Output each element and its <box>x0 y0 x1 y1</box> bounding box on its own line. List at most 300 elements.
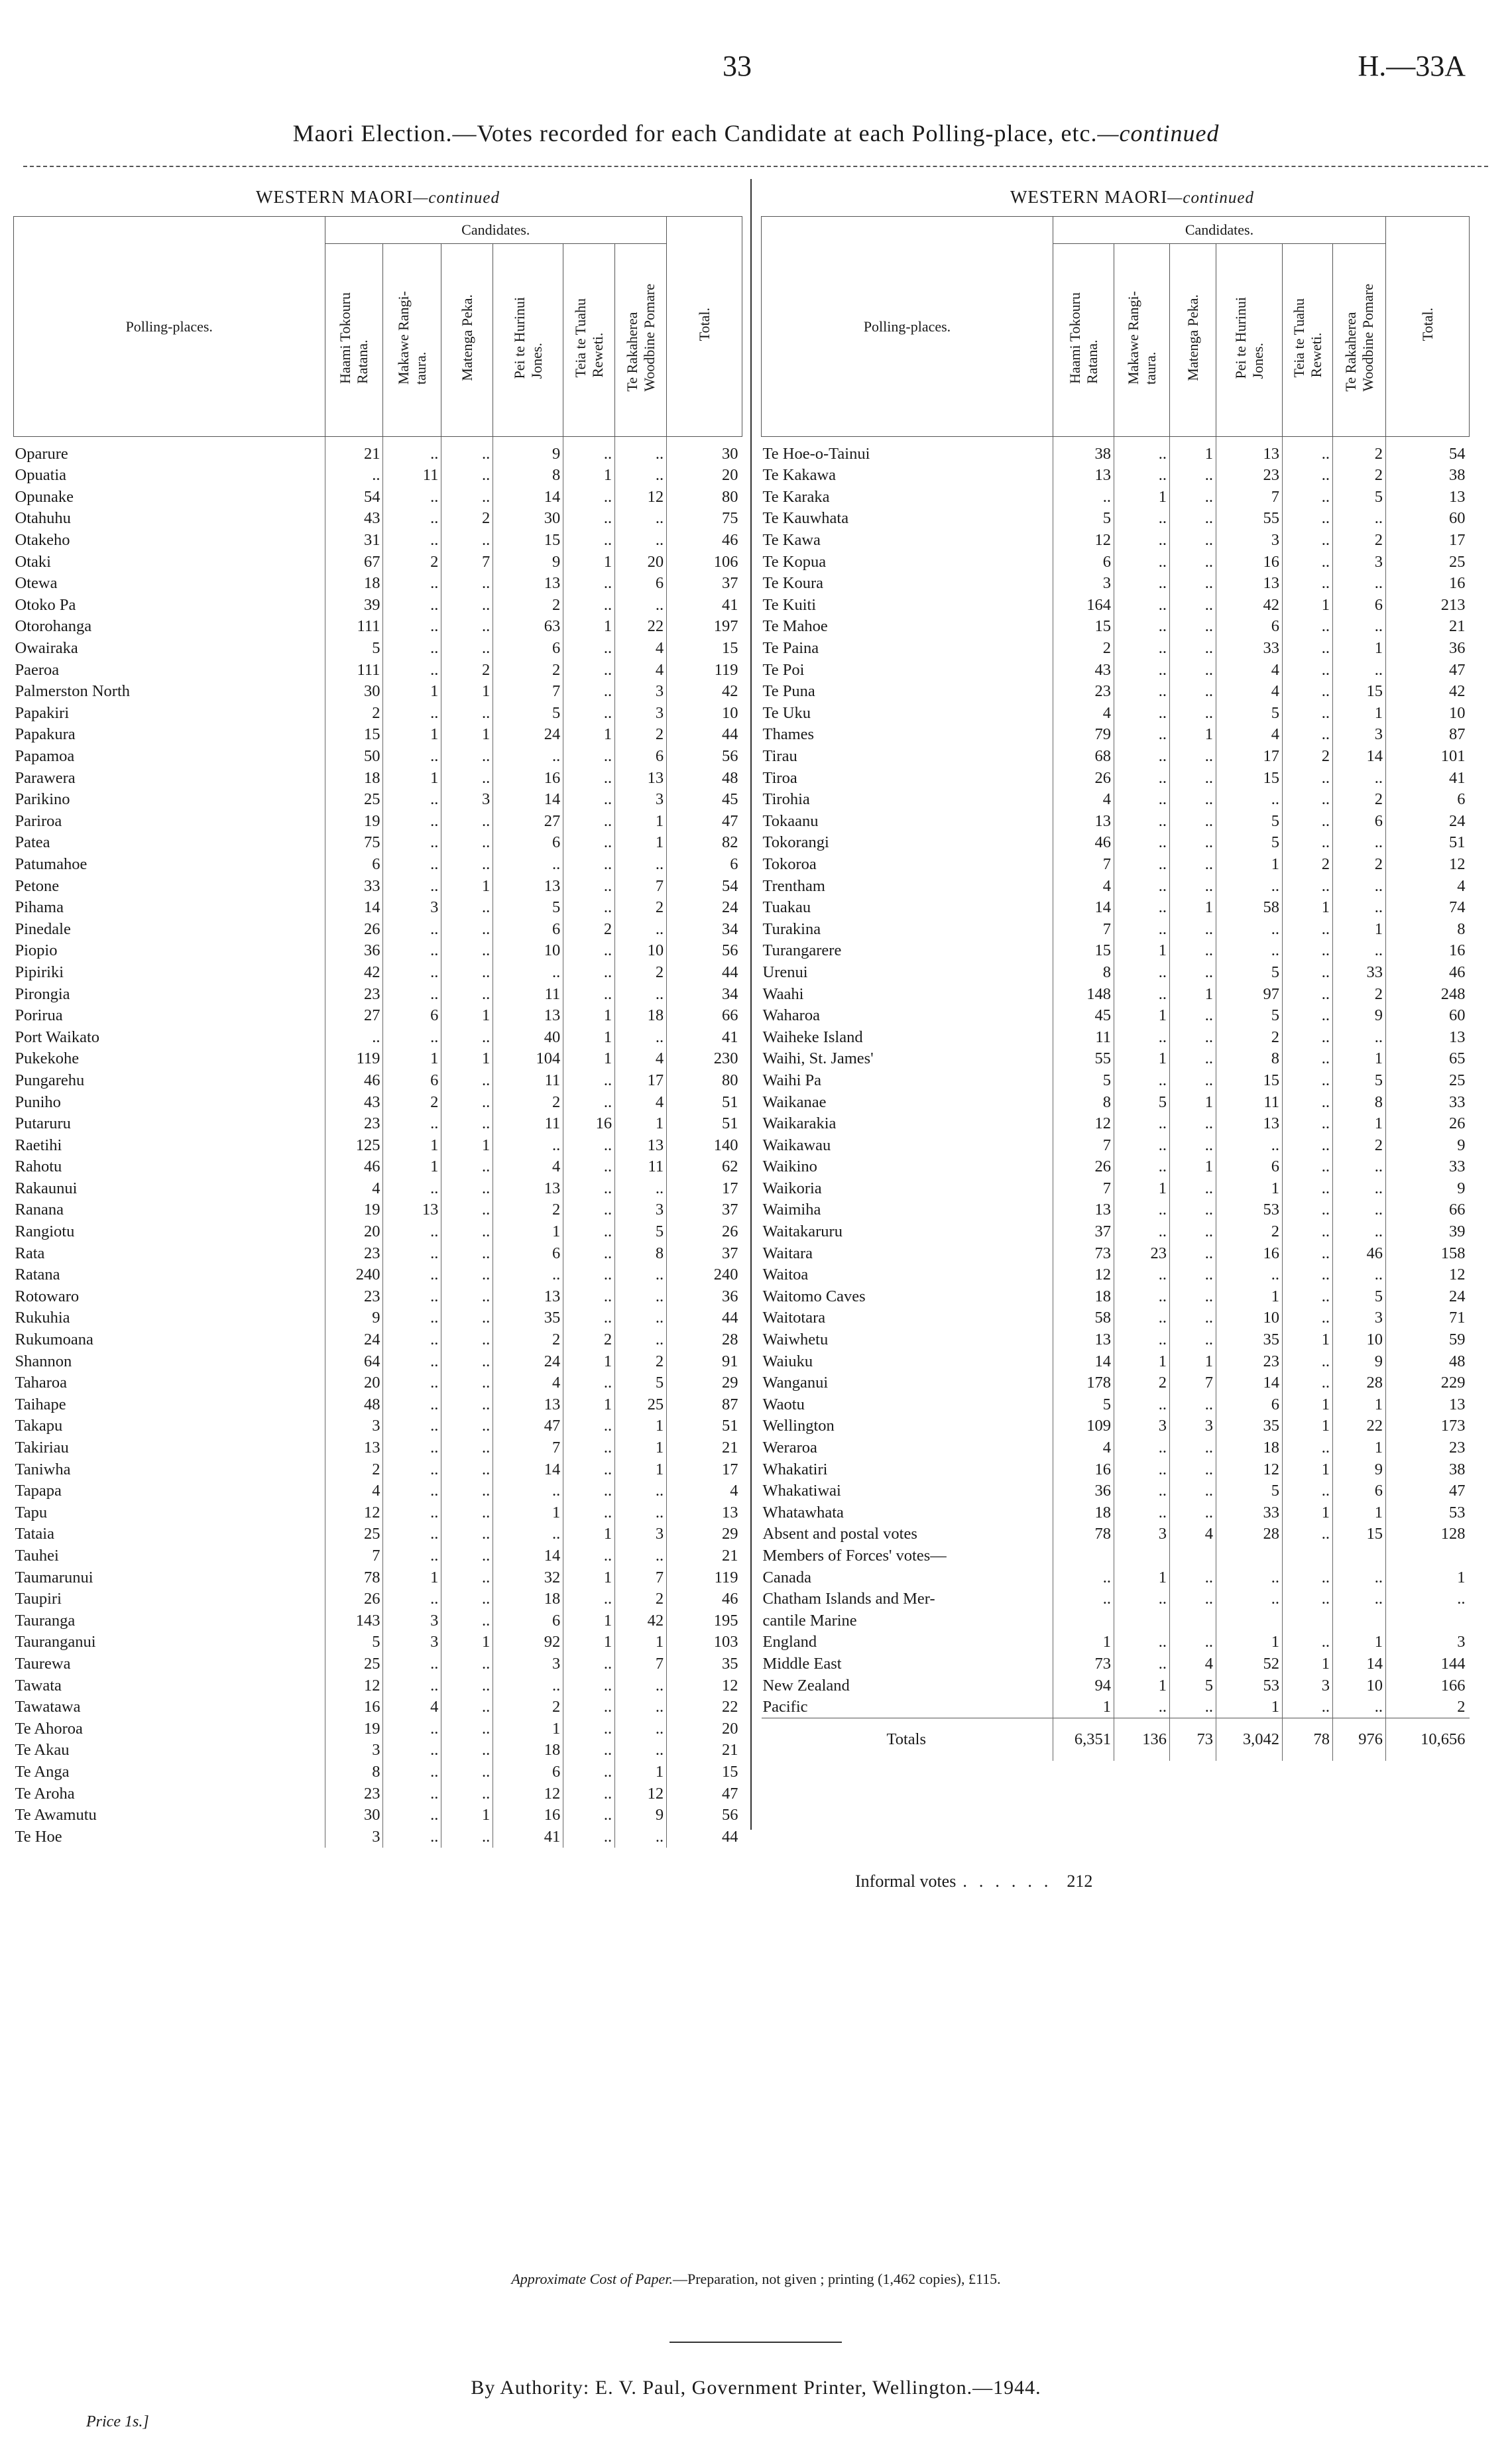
polling-place: Tiroa <box>762 768 797 787</box>
polling-place: Turangarere <box>762 941 842 960</box>
vote-cell: .. <box>1114 1264 1170 1286</box>
vote-cell: 1 <box>1114 1048 1170 1070</box>
table-row <box>762 551 1470 573</box>
row-total: 37 <box>667 1199 742 1221</box>
vote-cell: 14 <box>493 487 563 508</box>
table-row <box>762 1005 1470 1027</box>
polling-place: Tauhei <box>15 1546 59 1565</box>
vote-cell: 10 <box>615 940 667 962</box>
vote-cell: .. <box>1333 573 1386 595</box>
row-total: 10 <box>1386 703 1470 725</box>
vote-cell: .. <box>1170 1329 1216 1351</box>
vote-cell: .. <box>1170 508 1216 530</box>
vote-cell: .. <box>563 1372 615 1394</box>
vote-cell: .. <box>383 1545 441 1567</box>
table-row <box>14 1826 742 1848</box>
vote-cell: .. <box>1333 1567 1386 1588</box>
polling-place: Otaki <box>15 552 51 571</box>
vote-cell: .. <box>383 1653 441 1675</box>
table-row <box>762 1567 1470 1588</box>
vote-cell: 8 <box>1053 1091 1114 1113</box>
vote-cell: 1 <box>1053 1697 1114 1718</box>
table-row <box>14 1156 742 1178</box>
right-col-cand-4 <box>1216 244 1283 437</box>
vote-cell: 20 <box>325 1372 383 1394</box>
vote-cell: .. <box>383 1221 441 1243</box>
vote-cell: 12 <box>615 487 667 508</box>
polling-place: Te Ahoroa <box>15 1719 83 1738</box>
row-total: 8 <box>1386 918 1470 940</box>
left-col-cand-5 <box>563 244 615 437</box>
table-row <box>14 1740 742 1761</box>
polling-place: Tokaanu <box>762 811 819 830</box>
table-row <box>14 1005 742 1027</box>
polling-place: Waitara <box>762 1244 813 1262</box>
vote-cell: .. <box>383 746 441 768</box>
vote-cell: 6 <box>493 918 563 940</box>
vote-cell: .. <box>1114 962 1170 984</box>
vote-cell: 12 <box>325 1675 383 1697</box>
table-row <box>14 595 742 617</box>
table-row <box>762 724 1470 746</box>
vote-cell: .. <box>1170 962 1216 984</box>
polling-place: Waikino <box>762 1158 817 1176</box>
vote-cell: .. <box>563 437 615 465</box>
vote-cell: 33 <box>1216 638 1283 660</box>
vote-cell: .. <box>441 1350 493 1372</box>
vote-cell: 4 <box>1170 1523 1216 1545</box>
vote-cell: 1 <box>493 1718 563 1740</box>
table-row <box>14 1134 742 1156</box>
vote-cell: 1 <box>383 1048 441 1070</box>
vote-cell: 8 <box>1333 1091 1386 1113</box>
table-row <box>14 789 742 811</box>
vote-cell: 46 <box>1053 832 1114 854</box>
row-total: 166 <box>1386 1675 1470 1697</box>
vote-cell: .. <box>1170 1005 1216 1027</box>
polling-place: Taniwha <box>15 1460 71 1478</box>
polling-place: Taharoa <box>15 1374 68 1392</box>
vote-cell: .. <box>563 811 615 833</box>
row-total: 46 <box>667 1588 742 1610</box>
left-votes-table <box>13 216 742 1848</box>
vote-cell: .. <box>563 1070 615 1092</box>
vote-cell: .. <box>1170 832 1216 854</box>
vote-cell: .. <box>563 746 615 768</box>
vote-cell: 1 <box>1053 1632 1114 1653</box>
left-cand-4-label: Pei te Hurinui Jones. <box>510 296 545 379</box>
vote-cell: .. <box>441 1070 493 1092</box>
vote-cell: 9 <box>325 1307 383 1329</box>
vote-cell: .. <box>1114 1134 1170 1156</box>
vote-cell: .. <box>1283 551 1333 573</box>
vote-cell: 15 <box>1216 1070 1283 1092</box>
table-row <box>762 681 1470 703</box>
vote-cell: 1 <box>1216 1697 1283 1718</box>
vote-cell: 6 <box>615 746 667 768</box>
vote-cell: 8 <box>1216 1048 1283 1070</box>
vote-cell: 26 <box>1053 767 1114 789</box>
right-cand-6-label: Te Rakaherea Woodbine Pomare <box>1342 284 1376 392</box>
vote-cell: 1 <box>1333 703 1386 725</box>
vote-cell: .. <box>1170 530 1216 552</box>
vote-cell: 55 <box>1053 1048 1114 1070</box>
left-cand-6-label: Te Rakaherea Woodbine Pomare <box>623 284 658 392</box>
vote-cell: 2 <box>383 551 441 573</box>
vote-cell: 1 <box>1333 1437 1386 1459</box>
candidate-total: 976 <box>1333 1718 1386 1761</box>
table-row <box>14 1545 742 1567</box>
vote-cell: .. <box>441 1740 493 1761</box>
polling-place: Waiheke Island <box>762 1028 863 1046</box>
vote-cell: 3 <box>1333 551 1386 573</box>
row-total: 119 <box>667 659 742 681</box>
vote-cell: .. <box>563 789 615 811</box>
vote-cell: .. <box>1216 918 1283 940</box>
row-total: 82 <box>667 832 742 854</box>
vote-cell: .. <box>563 1718 615 1740</box>
vote-cell: 24 <box>325 1329 383 1351</box>
vote-cell: .. <box>441 1415 493 1437</box>
vote-cell: .. <box>441 1697 493 1718</box>
polling-place: Putaruru <box>15 1114 71 1133</box>
vote-cell: .. <box>1114 530 1170 552</box>
vote-cell: 1 <box>1333 1394 1386 1416</box>
row-total: 15 <box>667 638 742 660</box>
page-title <box>0 119 1512 147</box>
vote-cell: 3 <box>615 1199 667 1221</box>
table-row <box>14 530 742 552</box>
vote-cell: 3 <box>1053 573 1114 595</box>
vote-cell: .. <box>1170 1134 1216 1156</box>
vote-cell: .. <box>441 573 493 595</box>
left-table-body <box>14 437 742 1848</box>
polling-place: Urenui <box>762 963 808 981</box>
vote-cell: 2 <box>493 1329 563 1351</box>
vote-cell: .. <box>1114 983 1170 1005</box>
vote-cell: 19 <box>325 1199 383 1221</box>
table-row <box>14 437 742 465</box>
vote-cell: .. <box>441 1221 493 1243</box>
vote-cell: .. <box>1170 616 1216 638</box>
vote-cell: .. <box>383 1588 441 1610</box>
vote-cell: 35 <box>1216 1415 1283 1437</box>
vote-cell: 2 <box>1283 854 1333 876</box>
row-total: 158 <box>1386 1242 1470 1264</box>
table-row <box>14 573 742 595</box>
vote-cell: .. <box>1114 638 1170 660</box>
vote-cell: .. <box>1114 875 1170 897</box>
vote-cell: 6 <box>1333 595 1386 617</box>
vote-cell: .. <box>383 616 441 638</box>
vote-cell: 1 <box>441 681 493 703</box>
vote-cell: 30 <box>325 681 383 703</box>
vote-cell: .. <box>1170 918 1216 940</box>
vote-cell: 3 <box>615 703 667 725</box>
table-row <box>14 551 742 573</box>
table-row <box>762 1134 1470 1156</box>
vote-cell: .. <box>563 854 615 876</box>
vote-cell: .. <box>383 1805 441 1826</box>
vote-cell: .. <box>615 1697 667 1718</box>
vote-cell: 14 <box>1333 746 1386 768</box>
vote-cell: .. <box>1283 638 1333 660</box>
polling-place: Te Karaka <box>762 487 830 506</box>
vote-cell: 1 <box>1170 897 1216 919</box>
vote-cell: .. <box>441 1437 493 1459</box>
vote-cell: .. <box>563 1221 615 1243</box>
vote-cell: 23 <box>325 1286 383 1308</box>
vote-cell: 1 <box>563 1026 615 1048</box>
vote-cell: .. <box>563 530 615 552</box>
vote-cell: 1 <box>1333 1632 1386 1653</box>
table-row <box>14 1394 742 1416</box>
polling-place: Te Awamutu <box>15 1806 97 1824</box>
vote-cell: 15 <box>1333 1523 1386 1545</box>
row-total: 48 <box>1386 1350 1470 1372</box>
vote-cell: 2 <box>615 962 667 984</box>
vote-cell: 7 <box>615 1567 667 1588</box>
polling-place: Patea <box>15 833 50 852</box>
vote-cell: 11 <box>493 1070 563 1092</box>
grand-total: 10,656 <box>1386 1718 1470 1761</box>
polling-place: Tauranganui <box>15 1633 96 1651</box>
vote-cell: .. <box>441 1329 493 1351</box>
polling-place: Te Kakawa <box>762 466 837 485</box>
vote-cell: 32 <box>493 1567 563 1588</box>
table-row <box>14 1783 742 1805</box>
vote-cell: .. <box>441 616 493 638</box>
vote-cell: 2 <box>1333 530 1386 552</box>
vote-cell: .. <box>615 1718 667 1740</box>
candidate-total: 73 <box>1170 1718 1216 1761</box>
vote-cell: 6 <box>493 832 563 854</box>
vote-cell: 2 <box>1114 1372 1170 1394</box>
vote-cell: .. <box>1333 832 1386 854</box>
vote-cell: .. <box>1283 1156 1333 1178</box>
vote-cell: 16 <box>1216 1242 1283 1264</box>
vote-cell: .. <box>615 1264 667 1286</box>
vote-cell: 5 <box>325 638 383 660</box>
table-row <box>762 1632 1470 1653</box>
right-table-section <box>761 187 1503 1761</box>
table-row <box>14 1350 742 1372</box>
vote-cell: 79 <box>1053 724 1114 746</box>
vote-cell: 10 <box>1216 1307 1283 1329</box>
vote-cell: .. <box>1170 940 1216 962</box>
row-total: 6 <box>667 854 742 876</box>
vote-cell: 7 <box>493 681 563 703</box>
polling-place: Waihi Pa <box>762 1071 822 1089</box>
vote-cell: 1 <box>1114 487 1170 508</box>
vote-cell: 7 <box>1053 1134 1114 1156</box>
vote-cell: 1 <box>1216 1178 1283 1200</box>
row-total: 20 <box>667 1718 742 1740</box>
vote-cell: 25 <box>325 1523 383 1545</box>
vote-cell: .. <box>1114 1502 1170 1524</box>
vote-cell: .. <box>1114 703 1170 725</box>
vote-cell: .. <box>1333 1221 1386 1243</box>
polling-place: Otahuhu <box>15 509 71 528</box>
vote-cell: 4 <box>383 1697 441 1718</box>
polling-place: Pariroa <box>15 811 62 830</box>
informal-votes <box>855 1872 1092 1891</box>
vote-cell <box>1114 1545 1170 1567</box>
vote-cell: 40 <box>493 1026 563 1048</box>
vote-cell: .. <box>441 854 493 876</box>
polling-place: Te Aroha <box>15 1784 75 1803</box>
vote-cell: 21 <box>325 437 383 465</box>
vote-cell: 5 <box>493 897 563 919</box>
left-col-cand-1 <box>325 244 383 437</box>
informal-votes-value: 212 <box>1067 1872 1093 1891</box>
polling-place: Pipiriki <box>15 963 64 981</box>
vote-cell: .. <box>383 1178 441 1200</box>
row-total: 24 <box>667 897 742 919</box>
vote-cell: .. <box>1283 1048 1333 1070</box>
vote-cell: .. <box>615 1026 667 1048</box>
polling-place: Ratana <box>15 1266 60 1284</box>
vote-cell: 1 <box>441 1134 493 1156</box>
row-total: 24 <box>1386 811 1470 833</box>
vote-cell: 23 <box>1216 465 1283 487</box>
vote-cell: .. <box>1114 746 1170 768</box>
vote-cell: 13 <box>1053 1199 1114 1221</box>
vote-cell: .. <box>493 1675 563 1697</box>
vote-cell: .. <box>1333 940 1386 962</box>
vote-cell <box>1053 1545 1114 1567</box>
vote-cell: 4 <box>1053 1437 1114 1459</box>
vote-cell: .. <box>1170 1199 1216 1221</box>
vote-cell: .. <box>493 1480 563 1502</box>
vote-cell: 35 <box>1216 1329 1283 1351</box>
table-row <box>14 854 742 876</box>
vote-cell: .. <box>1114 767 1170 789</box>
table-row <box>762 573 1470 595</box>
vote-cell: 5 <box>1216 703 1283 725</box>
table-row <box>14 1070 742 1092</box>
vote-cell: .. <box>1170 638 1216 660</box>
vote-cell: 6 <box>1053 551 1114 573</box>
polling-place: Waikarakia <box>762 1114 837 1133</box>
leader-dots: ...... <box>962 1872 1061 1891</box>
vote-cell: 13 <box>1053 1329 1114 1351</box>
polling-place: Tataia <box>15 1525 54 1543</box>
table-row <box>14 1610 742 1632</box>
vote-cell: .. <box>563 1783 615 1805</box>
vote-cell: .. <box>493 854 563 876</box>
row-total: 28 <box>667 1329 742 1351</box>
vote-cell: .. <box>383 1286 441 1308</box>
vote-cell: 119 <box>325 1048 383 1070</box>
table-row <box>14 1264 742 1286</box>
vote-cell: 13 <box>493 573 563 595</box>
vote-cell: 58 <box>1216 897 1283 919</box>
vote-cell: 33 <box>1216 1502 1283 1524</box>
vote-cell: .. <box>1283 1523 1333 1545</box>
polling-place: Rukumoana <box>15 1331 93 1349</box>
vote-cell: 5 <box>1216 962 1283 984</box>
polling-place: Papakiri <box>15 703 70 722</box>
polling-place: Taurewa <box>15 1654 71 1673</box>
vote-cell: .. <box>1114 897 1170 919</box>
table-row <box>14 1653 742 1675</box>
polling-place: Tirohia <box>762 790 810 809</box>
vote-cell: .. <box>441 897 493 919</box>
vote-cell: 8 <box>493 465 563 487</box>
vote-cell: 2 <box>1216 1221 1283 1243</box>
vote-cell: 3 <box>383 1632 441 1653</box>
table-row <box>14 811 742 833</box>
vote-cell: .. <box>441 1199 493 1221</box>
vote-cell: 3 <box>325 1740 383 1761</box>
vote-cell: 5 <box>1333 1286 1386 1308</box>
right-col-cand-6 <box>1333 244 1386 437</box>
vote-cell: .. <box>1283 1005 1333 1027</box>
vote-cell: 12 <box>1053 1113 1114 1135</box>
vote-cell: 39 <box>325 595 383 617</box>
vote-cell: 1 <box>615 1415 667 1437</box>
vote-cell: .. <box>1333 508 1386 530</box>
vote-cell: .. <box>1216 1567 1283 1588</box>
polling-place: England <box>762 1633 817 1651</box>
vote-cell: .. <box>1333 897 1386 919</box>
polling-place: Tokoroa <box>762 855 817 873</box>
vote-cell: 6 <box>493 638 563 660</box>
vote-cell: 1 <box>383 681 441 703</box>
row-total: 75 <box>667 508 742 530</box>
vote-cell: 6 <box>383 1005 441 1027</box>
vote-cell: 23 <box>1114 1242 1170 1264</box>
vote-cell: 1 <box>1114 1567 1170 1588</box>
title-main: Maori Election.—Votes recorded for each Candidate at each Polling-place, etc. <box>292 120 1098 147</box>
polling-place: Otewa <box>15 574 58 593</box>
vote-cell: 1 <box>563 1005 615 1027</box>
vote-cell: 3 <box>1333 1307 1386 1329</box>
vote-cell: 4 <box>615 659 667 681</box>
polling-place: Pihama <box>15 898 64 917</box>
vote-cell: 125 <box>325 1134 383 1156</box>
vote-cell: 1 <box>1333 918 1386 940</box>
row-total: 33 <box>1386 1091 1470 1113</box>
vote-cell: 25 <box>325 1653 383 1675</box>
vote-cell: .. <box>1170 811 1216 833</box>
vote-cell: 3 <box>1114 1415 1170 1437</box>
vote-cell: .. <box>1283 1286 1333 1308</box>
table-row <box>14 681 742 703</box>
vote-cell: 20 <box>615 551 667 573</box>
row-total: 6 <box>1386 789 1470 811</box>
vote-cell: 78 <box>325 1567 383 1588</box>
vote-cell: .. <box>563 1697 615 1718</box>
vote-cell: .. <box>1053 1588 1114 1610</box>
row-total: 13 <box>667 1502 742 1524</box>
vote-cell: 5 <box>1170 1675 1216 1697</box>
polling-place: Weraroa <box>762 1439 817 1457</box>
vote-cell: 1 <box>1333 1048 1386 1070</box>
polling-place: Opuatia <box>15 466 67 485</box>
polling-place: Pacific <box>762 1698 808 1716</box>
vote-cell: .. <box>1114 465 1170 487</box>
vote-cell: .. <box>563 1588 615 1610</box>
row-total: 12 <box>1386 854 1470 876</box>
vote-cell: .. <box>441 703 493 725</box>
vote-cell: .. <box>563 1459 615 1480</box>
polling-place: Te Uku <box>762 703 811 722</box>
vote-cell: .. <box>1170 1697 1216 1718</box>
table-row <box>14 875 742 897</box>
vote-cell: 18 <box>325 573 383 595</box>
